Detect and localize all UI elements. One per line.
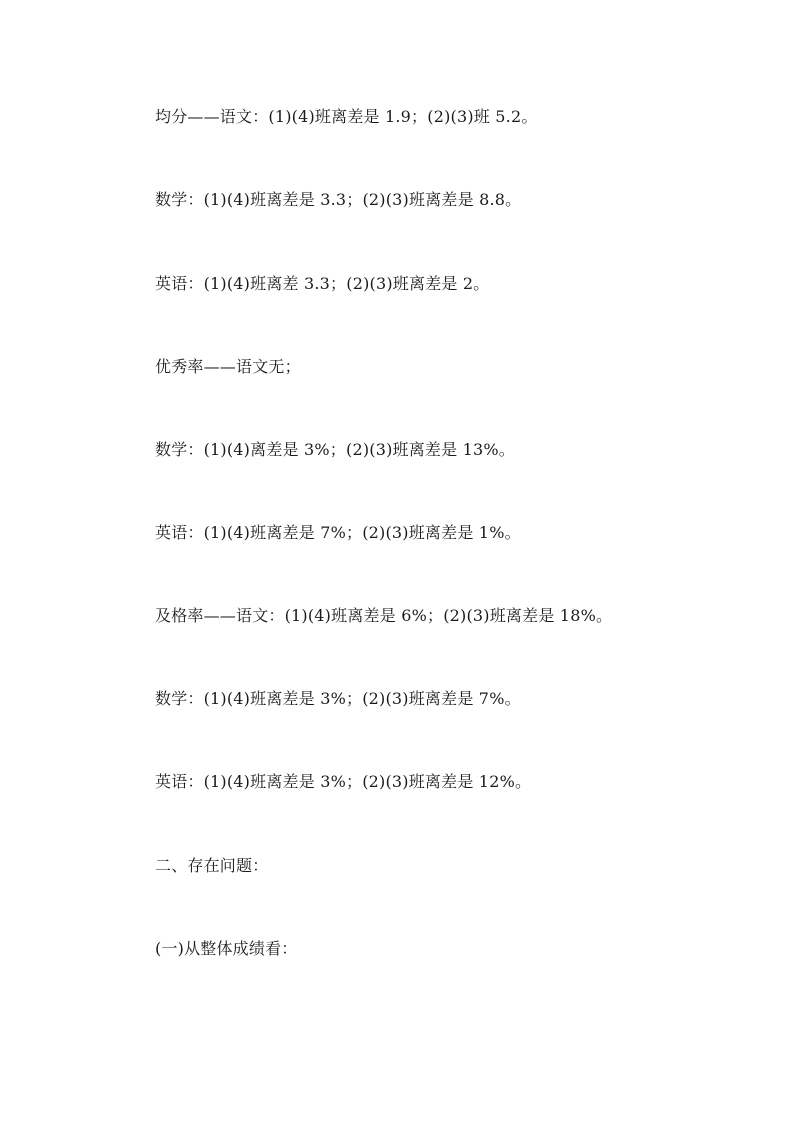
excellence-rate-english-line: 英语：(1)(4)班离差是 7%；(2)(3)班离差是 1%。: [155, 523, 521, 542]
subsection-heading-overall: (一)从整体成绩看：: [155, 939, 298, 958]
excellence-rate-math-line: 数学：(1)(4)离差是 3%；(2)(3)班离差是 13%。: [155, 440, 515, 459]
excellence-rate-chinese-line: 优秀率——语文无；: [155, 357, 301, 376]
section-heading-problems: 二、存在问题：: [155, 856, 269, 875]
average-score-english-line: 英语：(1)(4)班离差 3.3；(2)(3)班离差是 2。: [155, 274, 490, 293]
pass-rate-chinese-line: 及格率——语文：(1)(4)班离差是 6%；(2)(3)班离差是 18%。: [155, 606, 613, 625]
average-score-chinese-line: 均分——语文：(1)(4)班离差是 1.9；(2)(3)班 5.2。: [155, 107, 538, 126]
pass-rate-math-line: 数学：(1)(4)班离差是 3%；(2)(3)班离差是 7%。: [155, 689, 521, 708]
pass-rate-english-line: 英语：(1)(4)班离差是 3%；(2)(3)班离差是 12%。: [155, 772, 532, 791]
average-score-math-line: 数学：(1)(4)班离差是 3.3；(2)(3)班离差是 8.8。: [155, 190, 522, 209]
